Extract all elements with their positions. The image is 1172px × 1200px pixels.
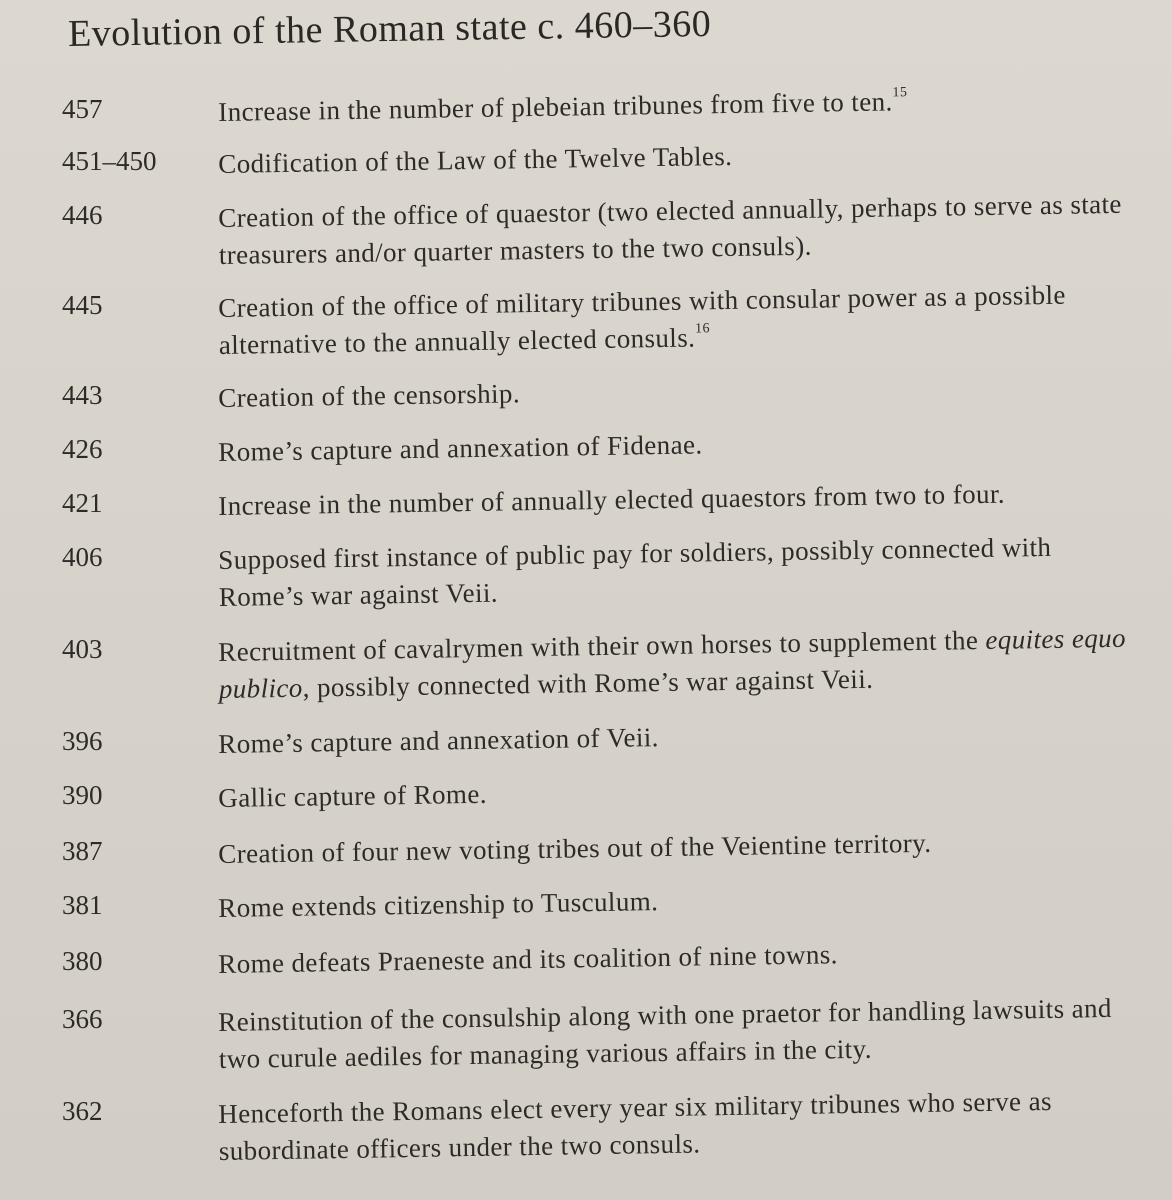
entry-year: 362 — [62, 1096, 103, 1126]
entry-text: Rome extends citizenship to Tusculum. — [218, 886, 659, 923]
entry-description — [218, 276, 1129, 364]
entry-year: 421 — [62, 488, 103, 518]
entry-text: Creation of the censorship. — [218, 378, 521, 413]
footnote-ref: 15 — [892, 85, 908, 101]
entry-description — [218, 822, 1128, 873]
entry-year: 426 — [62, 434, 103, 464]
entry-text: Codification of the Law of the Twelve Tables. — [218, 140, 733, 179]
entry-text: Rome defeats Praeneste and its coalition of nine towns. — [218, 939, 839, 979]
entry-year: 446 — [62, 200, 103, 230]
entry-year: 390 — [62, 780, 103, 810]
entry-text: Rome’s capture and annexation of Veii. — [218, 722, 660, 759]
entry-year: 445 — [62, 290, 103, 320]
entry-text: Creation of the office of military tribunes with consular power as a possible alternative to the annually elected consuls. — [218, 279, 1067, 360]
entry-text: Supposed first instance of public pay for soldiers, possibly connected with Rome’s war against Veii. — [218, 531, 1052, 612]
entry-text: Creation of the office of quaestor (two elected annually, perhaps to serve as state treasurers and/or quarter masters to the two consuls). — [218, 188, 1123, 270]
entry-year: 451–450 — [62, 146, 157, 176]
entry-text: Gallic capture of Rome. — [218, 778, 488, 813]
entry-description — [218, 528, 1129, 616]
entry-year: 387 — [62, 836, 103, 866]
entry-text: Creation of four new voting tribes out of the Veientine territory. — [218, 827, 932, 869]
entry-year: 403 — [62, 634, 103, 664]
entry-text: Increase in the number of plebeian tribunes from five to ten. — [218, 86, 893, 127]
entry-text: , possibly connected with Rome’s war against Veii. — [302, 663, 874, 703]
entry-text: Rome’s capture and annexation of Fidenae. — [218, 429, 703, 467]
entry-year: 457 — [62, 94, 103, 124]
entry-year: 381 — [62, 890, 103, 920]
entry-description — [218, 366, 1128, 417]
entry-text: Henceforth the Romans elect every year six military tribunes who serve as subordinate officers under the two consuls. — [218, 1085, 1053, 1166]
entry-year: 380 — [62, 946, 103, 976]
entry-text: Increase in the number of annually elected quaestors from two to four. — [218, 478, 1006, 521]
entry-description — [218, 712, 1128, 763]
entry-description — [218, 474, 1128, 525]
entry-text: Reinstitution of the consulship along with one praetor for handling lawsuits and two curule aediles for managing various affairs in the city. — [218, 992, 1113, 1074]
entry-description — [218, 932, 1128, 983]
entry-year: 396 — [62, 726, 103, 756]
entry-year: 366 — [62, 1004, 103, 1034]
footnote-ref: 16 — [694, 321, 711, 337]
entry-description — [218, 620, 1129, 708]
entry-description — [218, 420, 1128, 471]
page-title: Evolution of the Roman state c. 460–360 — [67, 2, 712, 55]
entry-text-italic: equites equo publico — [218, 622, 1127, 704]
entry-description — [218, 80, 1128, 131]
entry-text: Recruitment of cavalrymen with their own horses to supplement the — [218, 624, 986, 667]
entry-year: 443 — [62, 380, 103, 410]
entry-year: 406 — [62, 542, 103, 572]
entry-description — [218, 186, 1129, 274]
entry-description — [218, 990, 1129, 1078]
entry-description — [218, 766, 1128, 817]
entry-description — [218, 132, 1128, 183]
entry-description — [218, 876, 1128, 927]
entry-description — [218, 1082, 1129, 1170]
